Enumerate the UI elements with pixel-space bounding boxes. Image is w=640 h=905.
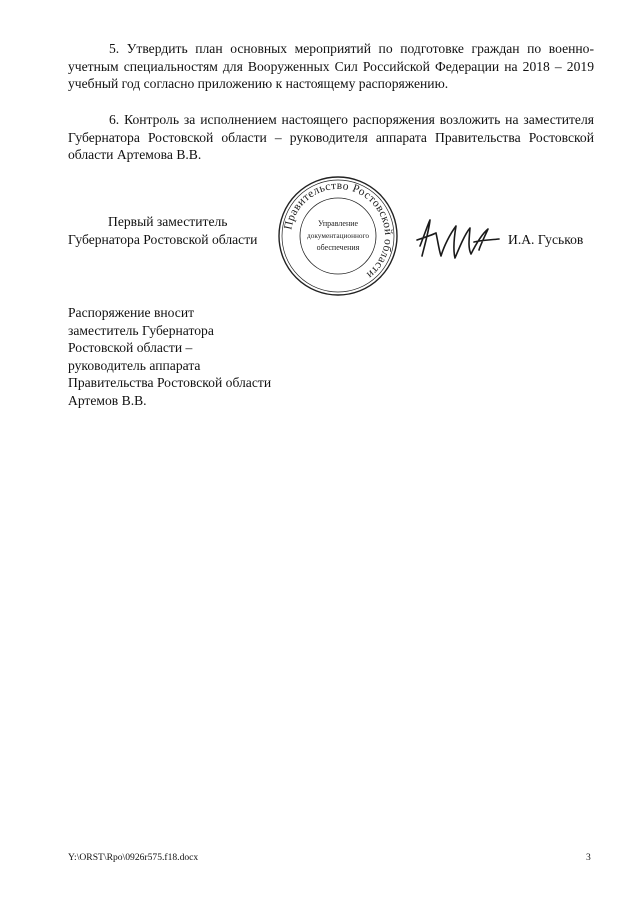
footer-file-path: Y:\ORST\Rpo\0926r575.f18.docx [68,852,199,863]
introduced-by-line: Распоряжение вносит [68,305,195,320]
signatory-title-line-2: Губернатора Ростовской области [68,232,258,247]
introduced-by-line: Правительства Ростовской области [68,375,272,390]
introduced-by-line: руководитель аппарата [68,357,201,373]
seal-inner-line-2: документационного [306,231,370,240]
signatory-title-line-1: Первый заместитель [108,214,228,229]
introduced-by-line: Ростовской области – [68,340,193,355]
handwritten-signature [408,210,500,268]
official-seal [276,174,400,298]
paragraph-5: 5. Утвердить план основных мероприятий по подготовке граждан по военно-учетным специальностям для Вооруженных Сил Российской Федерации на 2018 – 2019 учебный год согласно приложению к настоящему распоряжению. [68,41,594,92]
introduced-by-line: Артемов В.В. [68,392,147,408]
seal-inner-line-3: обеспечения [316,243,360,252]
seal-outer-text: Правительство Ростовской области [282,179,395,281]
paragraph-6: 6. Контроль за исполнением настоящего распоряжения возложить на заместителя Губернатора Ростовской области – руководителя аппарата Правительства Ростовской области Артемова В.В. [68,112,594,163]
seal-inner-line-1: Управление [317,219,359,228]
introduced-by-block [68,304,271,409]
introduced-by-line: заместитель Губернатора [68,322,214,338]
signatory-name: И.А. Гуськов [508,232,584,247]
page-number: 3 [586,852,591,863]
